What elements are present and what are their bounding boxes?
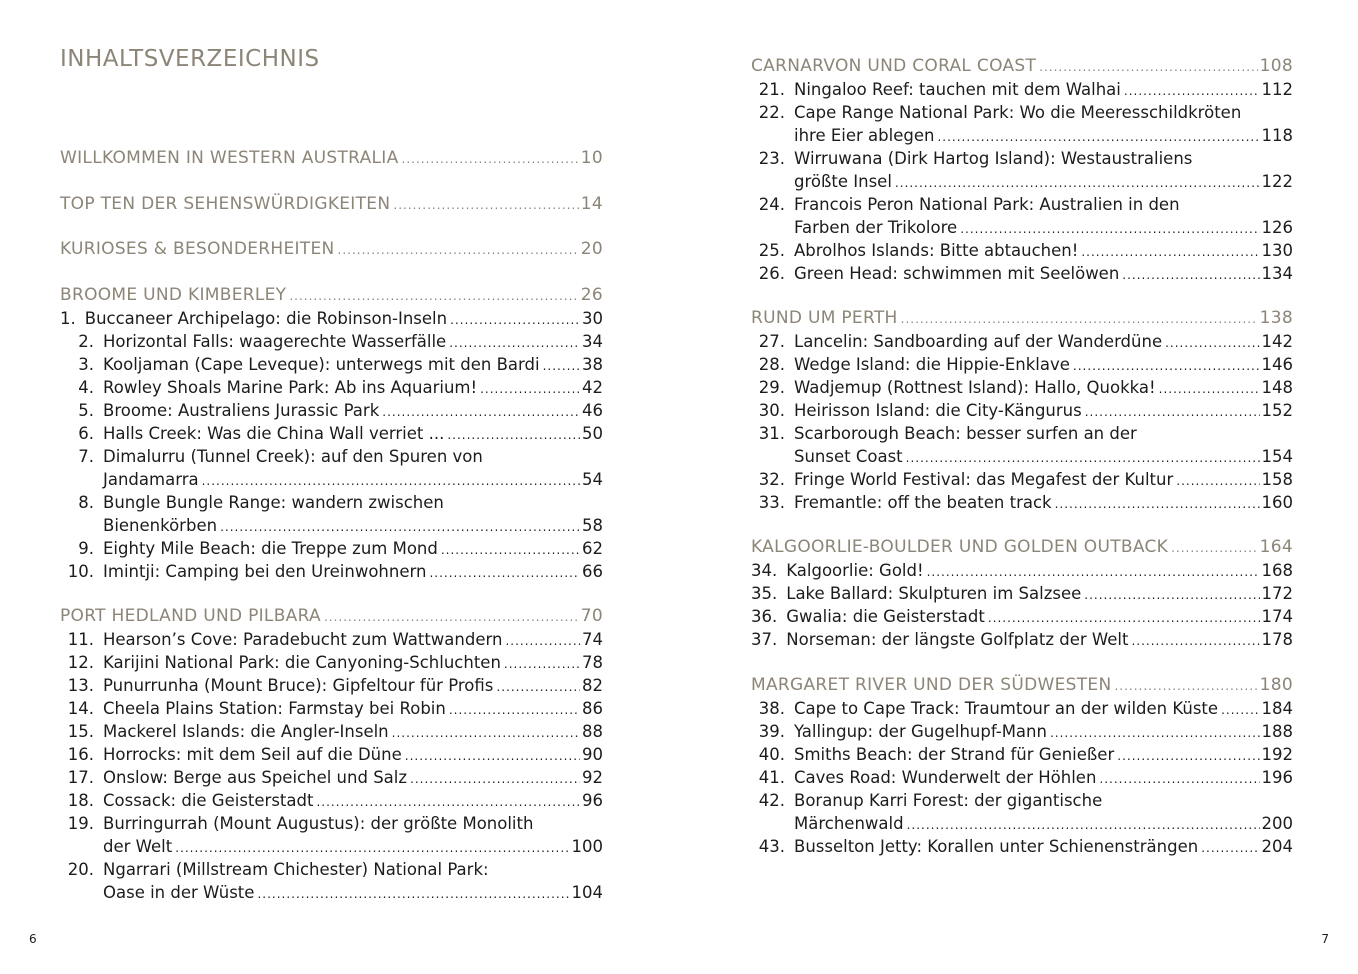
dot-leader [1099, 766, 1259, 791]
toc-entry-title: Märchenwald [794, 814, 904, 833]
dot-leader [1171, 536, 1258, 560]
toc-page-number: 126 [1261, 218, 1293, 237]
toc-page-number: 50 [582, 424, 603, 443]
toc-entry [751, 101, 1293, 124]
toc-entry-number: 43. [758, 837, 785, 856]
toc-entry-number: 24. [758, 195, 785, 214]
toc-entry [60, 858, 603, 881]
toc-entry-title: größte Insel [794, 172, 892, 191]
toc-entry-title: Lancelin: Sandboarding auf der Wanderdüne [794, 332, 1163, 351]
toc-entry [60, 674, 603, 697]
toc-entry-continuation [751, 124, 1293, 147]
dot-leader [1117, 743, 1259, 768]
toc-page-number: 10 [580, 148, 603, 168]
toc-section-heading [60, 284, 603, 307]
toc-page-number: 196 [1261, 768, 1293, 787]
dot-leader [1039, 55, 1257, 79]
toc-entry-number: 42. [758, 791, 785, 810]
toc-entry-title: Cape Range National Park: Wo die Meeresschildkröten [794, 103, 1242, 122]
toc-entry [60, 330, 603, 353]
toc-entry-title: Cape to Cape Track: Traumtour an der wilden Küste [794, 699, 1219, 718]
toc-page-number: 160 [1261, 493, 1293, 512]
toc-entry-title: Karijini National Park: die Canyoning-Schluchten [103, 653, 501, 672]
toc-page-number: 92 [582, 768, 603, 787]
toc-entry [60, 445, 603, 468]
toc-entry [60, 560, 603, 583]
toc-page-number: 164 [1259, 537, 1293, 557]
toc-entry-title: Cheela Plains Station: Farmstay bei Robin [103, 699, 446, 718]
dot-leader [450, 307, 580, 332]
toc-entry-number: 10. [67, 562, 94, 581]
dot-leader [1221, 697, 1259, 722]
toc-section-block [751, 55, 1293, 285]
toc-entry-number: 20. [67, 860, 94, 879]
dot-leader [316, 789, 580, 814]
toc-entry-number: 3. [78, 355, 94, 374]
toc-entry-number: 23. [758, 149, 785, 168]
toc-entry-number: 35. [751, 584, 778, 603]
toc-entry-title: Gwalia: die Geisterstadt [786, 607, 985, 626]
toc-page-number: 154 [1261, 447, 1293, 466]
toc-page-number: 192 [1261, 745, 1293, 764]
toc-entry-title: Fremantle: off the beaten track [794, 493, 1052, 512]
toc-page-number: 30 [582, 309, 603, 328]
toc-page-number: 78 [582, 653, 603, 672]
toc-entry-number: 38. [758, 699, 785, 718]
dot-leader [382, 399, 580, 424]
toc-entry-continuation [751, 812, 1293, 835]
toc-entry-number: 1. [60, 309, 76, 328]
dot-leader [324, 605, 579, 629]
toc-entry [751, 559, 1293, 582]
toc-page-number: 168 [1261, 561, 1293, 580]
toc-entry-title: Horizontal Falls: waagerechte Wasserfälle [103, 332, 447, 351]
toc-section-heading [60, 238, 603, 261]
dot-leader [1081, 239, 1259, 264]
toc-page-number: 70 [580, 606, 603, 626]
dot-leader [405, 743, 580, 768]
toc-entry [60, 353, 603, 376]
toc-page-number: 74 [582, 630, 603, 649]
dot-leader [1085, 399, 1260, 424]
toc-entry-title: Hearson’s Cove: Paradebucht zum Wattwandern [103, 630, 503, 649]
toc-entry-title: Horrocks: mit dem Seil auf die Düne [103, 745, 402, 764]
page-number-left: 6 [29, 932, 37, 946]
toc-entry-number: 16. [67, 745, 94, 764]
toc-entry-title: RUND UM PERTH [751, 308, 898, 328]
toc-page-number: 174 [1261, 607, 1293, 626]
dot-leader [1159, 376, 1260, 401]
toc-entry [751, 78, 1293, 101]
toc-page-number: 146 [1261, 355, 1293, 374]
toc-entry [60, 743, 603, 766]
toc-entry-title: Eighty Mile Beach: die Treppe zum Mond [103, 539, 438, 558]
dot-leader [906, 445, 1260, 470]
toc-entry-title: Ngarrari (Millstream Chichester) National Park: [103, 860, 489, 879]
toc-entry [751, 193, 1293, 216]
dot-leader [1176, 468, 1259, 493]
toc-entry [751, 766, 1293, 789]
toc-entry [60, 697, 603, 720]
toc-page-number: 46 [582, 401, 603, 420]
dot-leader [1124, 78, 1260, 103]
toc-page-number: 122 [1261, 172, 1293, 191]
toc-entry-number: 36. [751, 607, 778, 626]
toc-entry-continuation [751, 216, 1293, 239]
toc-entry [751, 468, 1293, 491]
toc-entry-title: WILLKOMMEN IN WESTERN AUSTRALIA [60, 148, 399, 168]
toc-page-number: 184 [1261, 699, 1293, 718]
toc-section-heading [751, 536, 1293, 559]
toc-entry-number: 22. [758, 103, 785, 122]
toc-entry-number: 33. [758, 493, 785, 512]
dot-leader [505, 628, 580, 653]
toc-entry-number: 15. [67, 722, 94, 741]
toc-entry-title: KURIOSES & BESONDERHEITEN [60, 239, 335, 259]
toc-entry [751, 697, 1293, 720]
toc-entry-title: Halls Creek: Was die China Wall verriet ... [103, 424, 445, 443]
toc-entry-title: KALGOORLIE-BOULDER UND GOLDEN OUTBACK [751, 537, 1169, 557]
toc-entry-title: Punurrunha (Mount Bruce): Gipfeltour für Profis [103, 676, 494, 695]
dot-leader [895, 170, 1260, 195]
toc-entry [751, 628, 1293, 651]
toc-page-number: 204 [1261, 837, 1293, 856]
toc-page-number: 82 [582, 676, 603, 695]
toc-entry [60, 376, 603, 399]
toc-entry-number: 39. [758, 722, 785, 741]
toc-entry-continuation [60, 881, 603, 904]
toc-entry-number: 30. [758, 401, 785, 420]
toc-page-number: 20 [580, 239, 603, 259]
toc-page-number: 188 [1261, 722, 1293, 741]
toc-page-number: 134 [1261, 264, 1293, 283]
toc-entry [751, 239, 1293, 262]
toc-entry-continuation [60, 514, 603, 537]
toc-entry [751, 330, 1293, 353]
toc-section-heading [751, 55, 1293, 78]
toc-page-number: 58 [582, 516, 603, 535]
dot-leader [441, 537, 580, 562]
toc-entry [751, 789, 1293, 812]
toc-section-block [60, 605, 603, 904]
toc-entry-title: Onslow: Berge aus Speichel und Salz [103, 768, 408, 787]
toc-entry-title: Fringe World Festival: das Megafest der Kultur [794, 470, 1174, 489]
toc-entry-number: 17. [67, 768, 94, 787]
toc-entry [60, 399, 603, 422]
toc-page-number: 100 [571, 837, 603, 856]
toc-entry-number: 37. [751, 630, 778, 649]
toc-entry-title: Bungle Bungle Range: wandern zwischen [103, 493, 444, 512]
toc-entry-number: 13. [67, 676, 94, 695]
toc-entry [751, 376, 1293, 399]
toc-entry-title: Heirisson Island: die City-Kängurus [794, 401, 1082, 420]
toc-entry-title: PORT HEDLAND UND PILBARA [60, 606, 321, 626]
toc-entry-title: Yallingup: der Gugelhupf-Mann [794, 722, 1047, 741]
toc-entry-number: 21. [758, 80, 785, 99]
dot-leader [988, 605, 1260, 630]
dot-leader [402, 147, 579, 171]
toc-entry-title: Cossack: die Geisterstadt [103, 791, 314, 810]
dot-leader [175, 835, 569, 860]
dot-leader [1084, 582, 1259, 607]
toc-entry-title: Imintji: Camping bei den Ureinwohnern [103, 562, 427, 581]
toc-page-number: 152 [1261, 401, 1293, 420]
toc-entry [60, 651, 603, 674]
toc-section-block [60, 147, 603, 170]
dot-leader [504, 651, 580, 676]
toc-entry-title: Mackerel Islands: die Angler-Inseln [103, 722, 389, 741]
page-title: INHALTSVERZEICHNIS [60, 46, 320, 72]
toc-entry-number: 5. [78, 401, 94, 420]
toc-entry [60, 789, 603, 812]
dot-leader [480, 376, 580, 401]
toc-section-block [60, 193, 603, 216]
dot-leader [1114, 674, 1257, 698]
toc-entry-title: Lake Ballard: Skulpturen im Salzsee [786, 584, 1082, 603]
toc-page-number: 142 [1261, 332, 1293, 351]
toc-entry [60, 812, 603, 835]
toc-entry-title: Bienenkörben [103, 516, 218, 535]
toc-entry-title: Smiths Beach: der Strand für Genießer [794, 745, 1115, 764]
toc-entry-title: Caves Road: Wunderwelt der Höhlen [794, 768, 1097, 787]
dot-leader [257, 881, 569, 906]
dot-leader [449, 697, 580, 722]
toc-section-heading [60, 193, 603, 216]
toc-page-number: 34 [582, 332, 603, 351]
dot-leader [1165, 330, 1259, 355]
toc-entry-number: 40. [758, 745, 785, 764]
toc-page-number: 112 [1261, 80, 1293, 99]
toc-entry-title: Kooljaman (Cape Leveque): unterwegs mit den Bardi [103, 355, 540, 374]
toc-entry-continuation [751, 445, 1293, 468]
toc-entry-number: 4. [78, 378, 94, 397]
toc-entry-number: 14. [67, 699, 94, 718]
toc-entry [60, 491, 603, 514]
toc-page-number: 96 [582, 791, 603, 810]
toc-section-block [751, 307, 1293, 514]
toc-entry [60, 766, 603, 789]
page-number-right: 7 [1321, 932, 1329, 946]
toc-entry-title: Busselton Jetty: Korallen unter Schienensträngen [794, 837, 1199, 856]
toc-entry [60, 537, 603, 560]
toc-entry-continuation [751, 170, 1293, 193]
dot-leader [901, 307, 1258, 331]
toc-entry-title: Buccaneer Archipelago: die Robinson-Inseln [84, 309, 448, 328]
toc-entry-title: Wadjemup (Rottnest Island): Hallo, Quokka! [794, 378, 1156, 397]
toc-entry-title: Oase in der Wüste [103, 883, 255, 902]
toc-entry [751, 582, 1293, 605]
toc-page-number: 26 [580, 285, 603, 305]
toc-entry-title: Green Head: schwimmen mit Seelöwen [794, 264, 1120, 283]
toc-entry-number: 11. [67, 630, 94, 649]
dot-leader [1073, 353, 1260, 378]
dot-leader [1050, 720, 1260, 745]
toc-page-number: 38 [582, 355, 603, 374]
toc-entry-number: 25. [758, 241, 785, 260]
toc-entry-number: 2. [78, 332, 94, 351]
toc-entry-number: 7. [78, 447, 94, 466]
toc-entry-number: 34. [751, 561, 778, 580]
dot-leader [202, 468, 580, 493]
toc-entry [751, 399, 1293, 422]
toc-entry-title: Broome: Australiens Jurassic Park [103, 401, 380, 420]
toc-entry-title: Abrolhos Islands: Bitte abtauchen! [794, 241, 1079, 260]
toc-entry-number: 9. [78, 539, 94, 558]
dot-leader [449, 330, 580, 355]
toc-entry-title: BROOME UND KIMBERLEY [60, 285, 287, 305]
toc-page-number: 86 [582, 699, 603, 718]
toc-entry-title: CARNARVON UND CORAL COAST [751, 56, 1037, 76]
dot-leader [410, 766, 580, 791]
toc-entry-title: Kalgoorlie: Gold! [786, 561, 924, 580]
dot-leader [447, 422, 580, 447]
toc-entry [60, 307, 603, 330]
toc-entry [751, 262, 1293, 285]
toc-entry-title: der Welt [103, 837, 173, 856]
toc-page-number: 104 [571, 883, 603, 902]
toc-page-number: 54 [582, 470, 603, 489]
dot-leader [960, 216, 1259, 241]
toc-entry [751, 422, 1293, 445]
toc-page-number: 108 [1259, 56, 1293, 76]
toc-entry [751, 147, 1293, 170]
toc-entry-title: Norseman: der längste Golfplatz der Welt [786, 630, 1129, 649]
toc-page-number: 138 [1259, 308, 1293, 328]
toc-entry-title: Ningaloo Reef: tauchen mit dem Walhai [794, 80, 1121, 99]
toc-entry-continuation [60, 468, 603, 491]
toc-page-number: 118 [1261, 126, 1293, 145]
toc-entry-title: Francois Peron National Park: Australien in den [794, 195, 1180, 214]
toc-entry-number: 32. [758, 470, 785, 489]
toc-entry [751, 353, 1293, 376]
toc-page-number: 14 [580, 194, 603, 214]
toc-entry-title: Farben der Trikolore [794, 218, 958, 237]
toc-entry-title: ihre Eier ablegen [794, 126, 935, 145]
toc-page-number: 158 [1261, 470, 1293, 489]
dot-leader [496, 674, 580, 699]
dot-leader [907, 812, 1260, 837]
toc-entry-title: MARGARET RIVER UND DER SÜDWESTEN [751, 675, 1112, 695]
toc-entry-number: 27. [758, 332, 785, 351]
toc-entry-number: 19. [67, 814, 94, 833]
toc-entry [751, 491, 1293, 514]
toc-entry-title: Boranup Karri Forest: der gigantische [794, 791, 1103, 810]
toc-entry-title: TOP TEN DER SEHENSWÜRDIGKEITEN [60, 194, 391, 214]
toc-entry-number: 6. [78, 424, 94, 443]
dot-leader [220, 514, 580, 539]
toc-entry-number: 31. [758, 424, 785, 443]
dot-leader [1131, 628, 1259, 653]
toc-page-number: 42 [582, 378, 603, 397]
toc-section-block [751, 536, 1293, 651]
toc-entry [751, 835, 1293, 858]
toc-page-number: 180 [1259, 675, 1293, 695]
dot-leader [1201, 835, 1259, 860]
toc-entry [751, 720, 1293, 743]
toc-entry-title: Rowley Shoals Marine Park: Ab ins Aquarium! [103, 378, 478, 397]
toc-entry [751, 605, 1293, 628]
toc-section-heading [751, 674, 1293, 697]
toc-entry-title: Sunset Coast [794, 447, 903, 466]
toc-entry [60, 720, 603, 743]
dot-leader [1122, 262, 1259, 287]
toc-page-number: 148 [1261, 378, 1293, 397]
toc-section-block [751, 674, 1293, 858]
toc-entry-title: Wirruwana (Dirk Hartog Island): Westaustraliens [794, 149, 1193, 168]
toc-entry-number: 41. [758, 768, 785, 787]
dot-leader [1055, 491, 1260, 516]
toc-entry-title: Dimalurru (Tunnel Creek): auf den Spuren von [103, 447, 483, 466]
toc-entry-continuation [60, 835, 603, 858]
toc-page-number: 62 [582, 539, 603, 558]
toc-page-number: 130 [1261, 241, 1293, 260]
toc-entry-title: Jandamarra [103, 470, 199, 489]
toc-section-block [60, 284, 603, 583]
dot-leader [289, 284, 578, 308]
dot-leader [937, 124, 1259, 149]
toc-section-block [60, 238, 603, 261]
dot-leader [927, 559, 1260, 584]
toc-entry [60, 422, 603, 445]
toc-entry-number: 12. [67, 653, 94, 672]
toc-entry-number: 28. [758, 355, 785, 374]
toc-entry-title: Scarborough Beach: besser surfen an der [794, 424, 1137, 443]
dot-leader [393, 193, 578, 217]
toc-entry [60, 628, 603, 651]
toc-entry-title: Wedge Island: die Hippie-Enklave [794, 355, 1070, 374]
toc-page-number: 172 [1261, 584, 1293, 603]
toc-entry [751, 743, 1293, 766]
toc-entry-title: Burringurrah (Mount Augustus): der größte Monolith [103, 814, 534, 833]
dot-leader [392, 720, 580, 745]
toc-section-heading [751, 307, 1293, 330]
toc-entry-number: 29. [758, 378, 785, 397]
toc-page-number: 200 [1261, 814, 1293, 833]
toc-section-heading [60, 605, 603, 628]
toc-entry-number: 26. [758, 264, 785, 283]
toc-page-number: 178 [1261, 630, 1293, 649]
toc-page-number: 90 [582, 745, 603, 764]
toc-entry-number: 18. [67, 791, 94, 810]
toc-section-heading [60, 147, 603, 170]
dot-leader [338, 238, 579, 262]
toc-page-number: 66 [582, 562, 603, 581]
dot-leader [429, 560, 580, 585]
toc-page-number: 88 [582, 722, 603, 741]
toc-entry-number: 8. [78, 493, 94, 512]
dot-leader [543, 353, 580, 378]
